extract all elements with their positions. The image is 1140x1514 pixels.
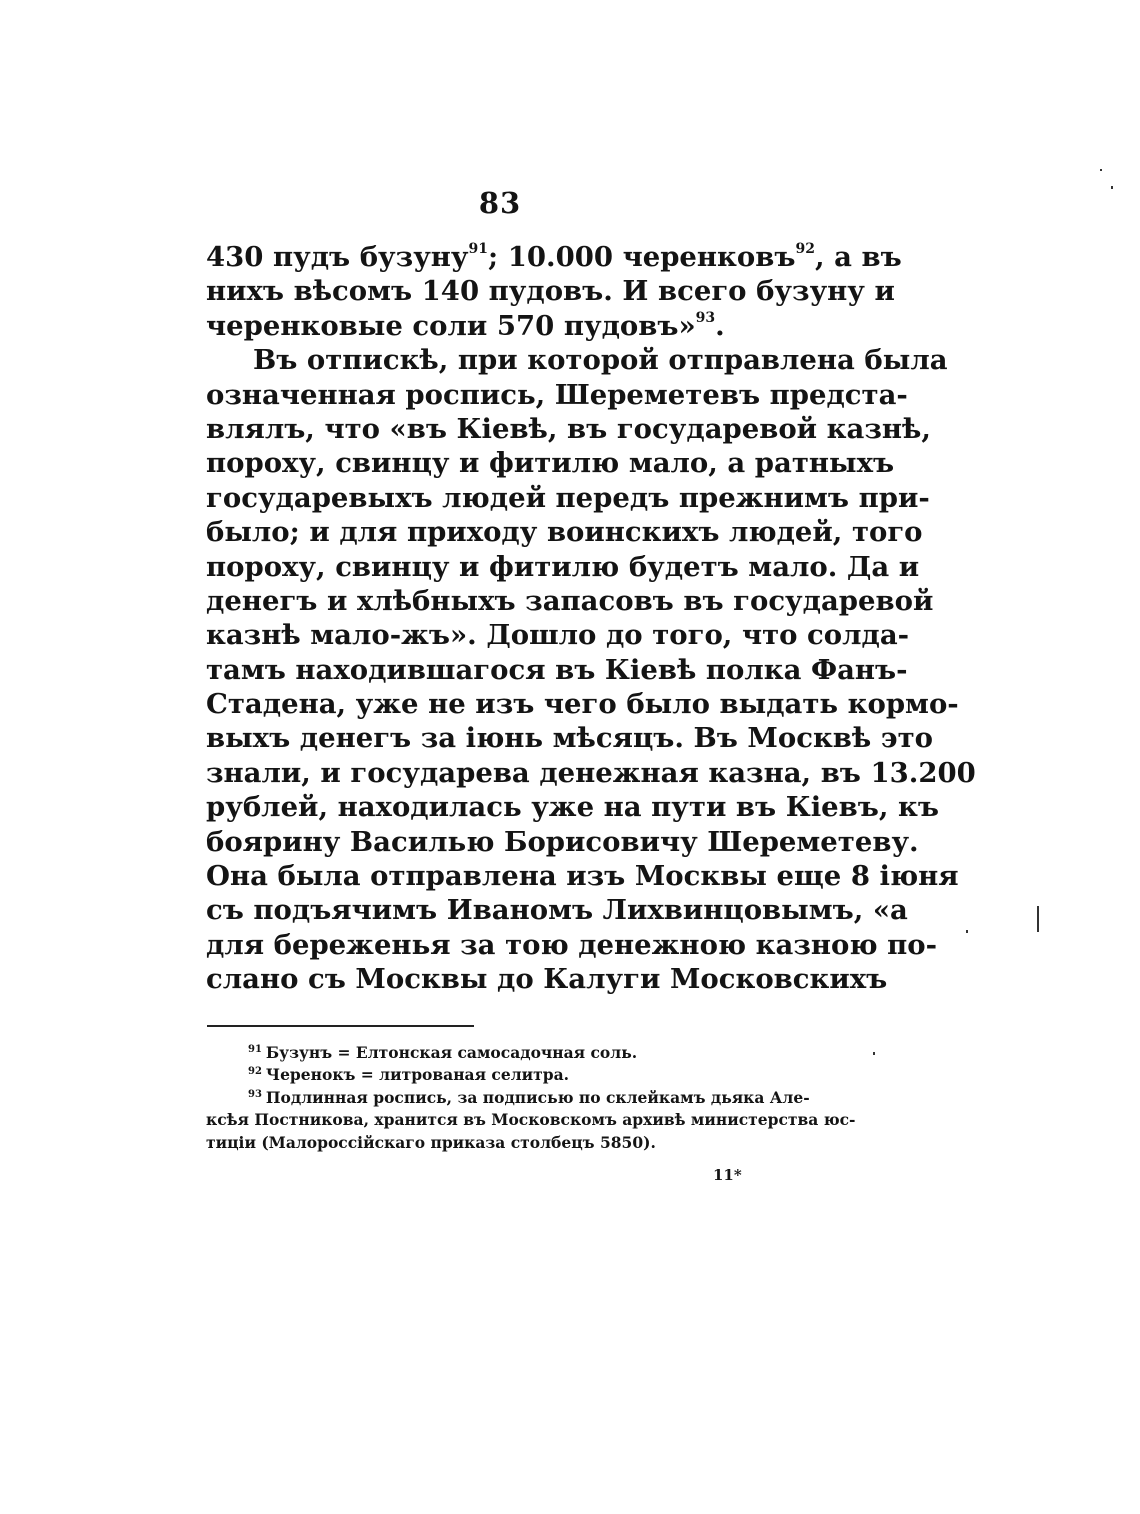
body-text xyxy=(206,240,976,997)
footnote-number: 93 xyxy=(248,1088,262,1100)
text-line: нихъ вѣсомъ 140 пудовъ. И всего бузуну и xyxy=(206,275,895,308)
text-line: пороху, свинцу и фитилю мало, а ратныхъ xyxy=(206,447,895,480)
text-line: влялъ, что «въ Кіевѣ, въ государевой казнѣ, xyxy=(206,412,931,445)
scan-speck xyxy=(1100,169,1102,171)
text-line: выхъ денегъ за іюнь мѣсяцъ. Въ Москвѣ это xyxy=(206,722,933,755)
scan-speck xyxy=(1111,186,1113,189)
text-line: боярину Василью Борисовичу Шереметеву. xyxy=(206,825,919,858)
scan-speck xyxy=(873,1052,875,1055)
scan-speck xyxy=(966,930,968,933)
footnote-93: $^{93}$ Подлинная роспись, за подписью по склейкамъ дьяка Але- xyxy=(248,1087,810,1107)
scan-speck xyxy=(1037,906,1039,932)
page-number: 83 xyxy=(478,186,522,220)
text-line: тамъ находившагося въ Кіевѣ полка Фанъ- xyxy=(206,653,908,686)
text-line: 430 пудъ бузуну$^{91}$; 10.000 черенковъ$^{92}$, а въ xyxy=(206,240,902,273)
text-line: означенная роспись, Шереметевъ предста- xyxy=(206,378,908,411)
text-line: черенковые соли 570 пудовъ»$^{93}$. xyxy=(206,309,725,342)
footnote-92: $^{92}$ Черенокъ = литрованая селитра. xyxy=(248,1065,570,1085)
text-line: знали, и государева денежная казна, въ 13.200 xyxy=(206,756,976,789)
text-line: Стадена, уже не изъ чего было выдать кормо- xyxy=(206,688,959,721)
text-line: Она была отправлена изъ Москвы еще 8 іюня xyxy=(206,860,959,893)
text-line: рублей, находилась уже на пути въ Кіевъ, къ xyxy=(206,791,939,824)
text-line: денегъ и хлѣбныхъ запасовъ въ государевой xyxy=(206,584,934,617)
footnote-ref-91: 91 xyxy=(468,240,489,257)
footnote-divider xyxy=(207,1025,474,1027)
signature-mark: 11* xyxy=(713,1166,742,1184)
footnote-number: 91 xyxy=(248,1044,262,1055)
footnote-ref-93: 93 xyxy=(695,309,716,326)
paragraph-first-line: Въ отпискѣ, при которой отправлена была xyxy=(253,344,948,377)
footnote-93-continued: тиціи (Малороссійскаго приказа столбецъ 5850). xyxy=(206,1132,656,1152)
text-line: было; и для приходу воинскихъ людей, того xyxy=(206,516,923,549)
text-line: для береженья за тою денежною казною по- xyxy=(206,928,938,961)
text-line: съ подъячимъ Иваномъ Лихвинцовымъ, «а xyxy=(206,894,908,927)
footnotes xyxy=(206,1042,856,1154)
footnote-ref-92: 92 xyxy=(795,240,815,257)
text-line: казнѣ мало-жъ». Дошло до того, что солда- xyxy=(206,619,910,652)
footnote-number: 92 xyxy=(248,1066,262,1078)
text-line: слано съ Москвы до Калуги Московскихъ xyxy=(206,963,888,996)
footnote-93-continued: ксѣя Постникова, хранится въ Московскомъ архивѣ министерства юс- xyxy=(206,1110,856,1130)
text-line: пороху, свинцу и фитилю будетъ мало. Да и xyxy=(206,550,920,583)
footnote-91: $^{91}$ Бузунъ = Елтонская самосадочная соль. xyxy=(248,1043,638,1062)
text-line: государевыхъ людей передъ прежнимъ при- xyxy=(206,481,930,514)
